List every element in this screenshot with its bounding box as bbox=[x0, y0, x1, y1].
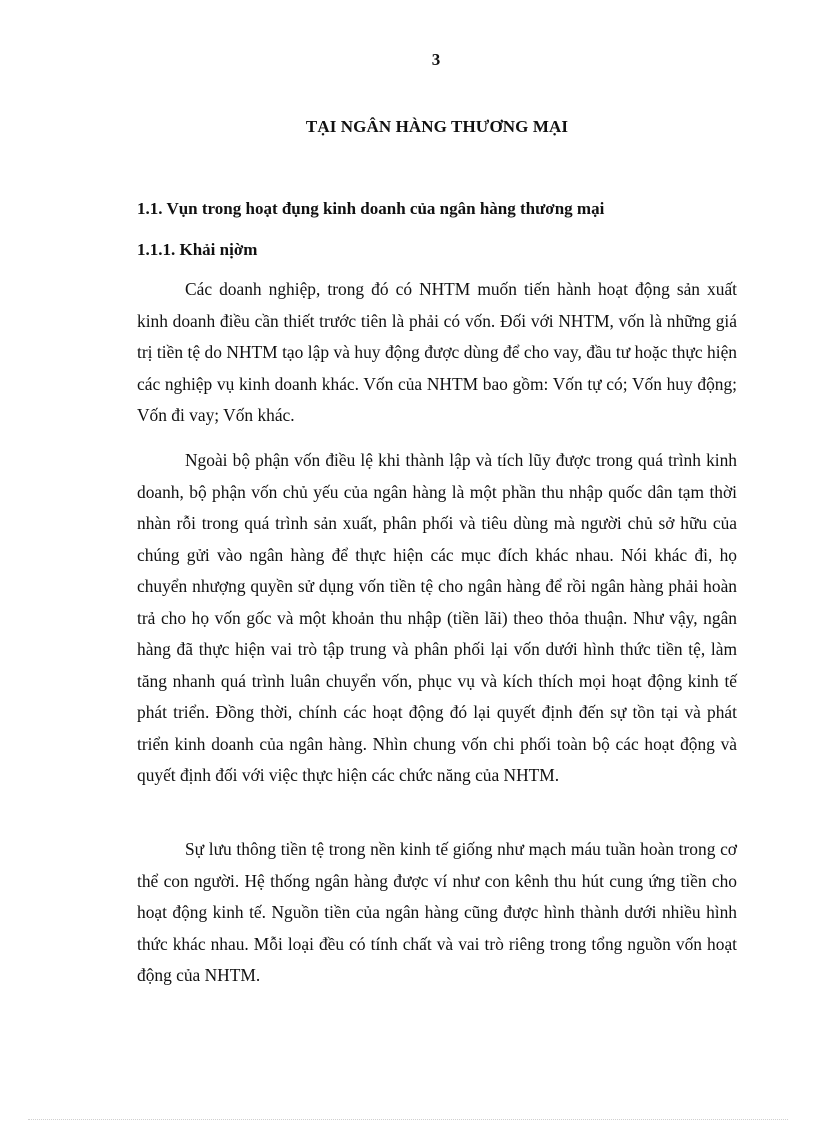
page-number: 3 bbox=[431, 50, 441, 69]
section-heading-1-1: 1.1. Vụn trong hoạt đụng kinh doanh của ngân hàng thương mại bbox=[137, 199, 605, 218]
paragraph-3: Sự lưu thông tiền tệ trong nền kinh tế giống như mạch máu tuần hoàn trong cơ thể con người. Hệ thống ngân hàng được ví như con kênh thu hút cung ứng tiền cho hoạt động kinh tế. Nguồn tiền của ngân hàng cũng được hình thành dưới nhiều hình thức khác nhau. Mỗi loại đều có tính chất và vai trò riêng trong tổng nguồn vốn hoạt động của NHTM. bbox=[137, 839, 737, 985]
footer-divider bbox=[28, 1119, 788, 1120]
chapter-heading: TẠI NGÂN HÀNG THƯƠNG MẠI bbox=[305, 117, 569, 136]
paragraph-2: Ngoài bộ phận vốn điều lệ khi thành lập và tích lũy được trong quá trình kinh doanh, bộ phận vốn chủ yếu của ngân hàng là một phần thu nhập quốc dân tạm thời nhàn rỗi trong quá trình sản xuất, phân phối và tiêu dùng mà người chủ sở hữu của chúng gửi vào ngân hàng để thực hiện các mục đích khác nhau. Nói khác đi, họ chuyển nhượng quyền sử dụng vốn tiền tệ cho ngân hàng để rồi ngân hàng phải hoàn trả cho họ vốn gốc và một khoản thu nhập (tiền lãi) theo thỏa thuận. Như vậy, ngân hàng đã thực hiện vai trò tập trung và phân phối lại vốn dưới hình thức tiền tệ, làm tăng nhanh quá trình luân chuyển vốn, phục vụ và kích thích mọi hoạt động kinh tế phát triển. Đồng thời, chính các hoạt động đó lại quyết định đến sự tồn tại và phát triển kinh doanh của ngân hàng. Nhìn chung vốn chi phối toàn bộ các hoạt động và quyết định đối với việc thực hiện các chức năng của NHTM. bbox=[137, 450, 737, 785]
paragraph-1: Các doanh nghiệp, trong đó có NHTM muốn tiến hành hoạt động sản xuất kinh doanh điều cần thiết trước tiên là phải có vốn. Đối với NHTM, vốn là những giá trị tiền tệ do NHTM tạo lập và huy động được dùng để cho vay, đầu tư hoặc thực hiện các nghiệp vụ kinh doanh khác. Vốn của NHTM bao gồm: Vốn tự có; Vốn huy động; Vốn đi vay; Vốn khác. bbox=[137, 279, 737, 425]
section-heading-1-1-1: 1.1.1. Khải nịờm bbox=[137, 240, 258, 259]
